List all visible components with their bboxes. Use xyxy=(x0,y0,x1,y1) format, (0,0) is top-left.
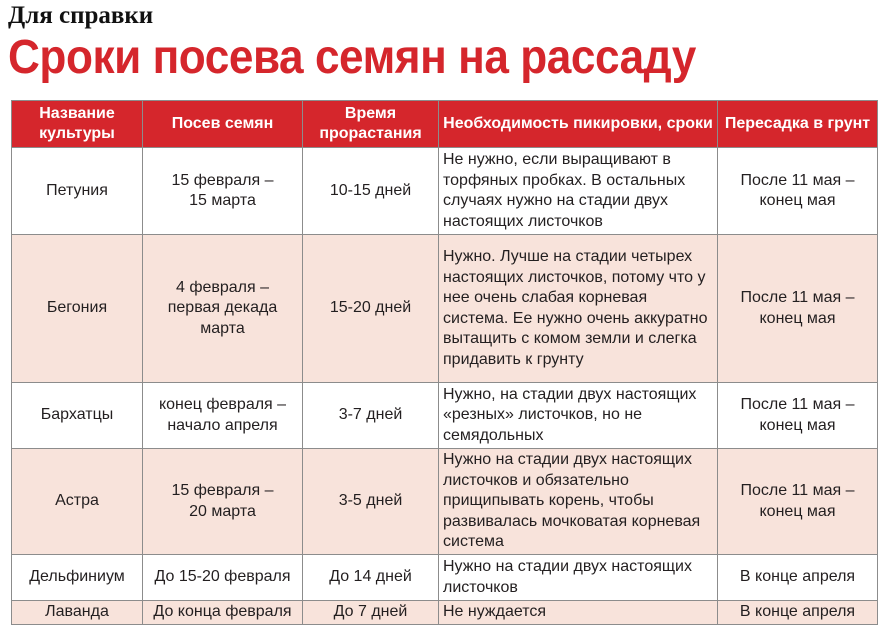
germination-cell: До 14 дней xyxy=(303,555,439,601)
table-row xyxy=(12,148,878,235)
page-title: Сроки посева семян на рассаду xyxy=(8,31,696,84)
table-header-row xyxy=(12,101,878,148)
picking-cell: Нужно. Лучше на стадии четырех настоящих листочков, потому что у нее очень слабая корневая система. Ее нужно очень аккуратно вытащить с комом земли и слегка придавить к грунту xyxy=(439,235,718,383)
germination-cell: 15-20 дней xyxy=(303,235,439,383)
crop-name-cell: Петуния xyxy=(12,148,143,235)
crop-name-cell: Астра xyxy=(12,449,143,555)
sowing-cell: 15 февраля – 20 марта xyxy=(143,449,303,555)
column-header-picking: Необходимость пикировки, сроки xyxy=(439,101,718,148)
picking-cell: Нужно на стадии двух настоящих листочков xyxy=(439,555,718,601)
transplant-cell: В конце апреля xyxy=(718,601,878,625)
transplant-cell: После 11 мая – конец мая xyxy=(718,148,878,235)
picking-cell: Не нуждается xyxy=(439,601,718,625)
crop-name-cell: Бегония xyxy=(12,235,143,383)
crop-name-cell: Бархатцы xyxy=(12,383,143,449)
column-header-crop: Название культуры xyxy=(12,101,143,148)
transplant-cell: В конце апреля xyxy=(718,555,878,601)
column-header-sowing: Посев семян xyxy=(143,101,303,148)
germination-cell: 3-5 дней xyxy=(303,449,439,555)
crop-name-cell: Лаванда xyxy=(12,601,143,625)
germination-cell: До 7 дней xyxy=(303,601,439,625)
transplant-cell: После 11 мая – конец мая xyxy=(718,449,878,555)
sowing-cell: конец февраля – начало апреля xyxy=(143,383,303,449)
table-row xyxy=(12,601,878,625)
table-row xyxy=(12,555,878,601)
sowing-schedule-table xyxy=(11,100,878,625)
transplant-cell: После 11 мая – конец мая xyxy=(718,235,878,383)
picking-cell: Не нужно, если выращивают в торфяных пробках. В остальных случаях нужно на стадии двух настоящих листочков xyxy=(439,148,718,235)
sowing-cell: До конца февраля xyxy=(143,601,303,625)
sowing-cell: 4 февраля – первая декада марта xyxy=(143,235,303,383)
germination-cell: 10-15 дней xyxy=(303,148,439,235)
crop-name-cell: Дельфиниум xyxy=(12,555,143,601)
table-row xyxy=(12,449,878,555)
table-row xyxy=(12,383,878,449)
section-kicker: Для справки xyxy=(8,2,154,29)
column-header-germination: Время прорастания xyxy=(303,101,439,148)
transplant-cell: После 11 мая – конец мая xyxy=(718,383,878,449)
picking-cell: Нужно на стадии двух настоящих листочков и обязательно прищипывать корень, чтобы развивалась мочковатая корневая система xyxy=(439,449,718,555)
column-header-transplant: Пересадка в грунт xyxy=(718,101,878,148)
sowing-cell: До 15-20 февраля xyxy=(143,555,303,601)
picking-cell: Нужно, на стадии двух настоящих «резных» листочков, но не семядольных xyxy=(439,383,718,449)
germination-cell: 3-7 дней xyxy=(303,383,439,449)
sowing-cell: 15 февраля – 15 марта xyxy=(143,148,303,235)
table-row xyxy=(12,235,878,383)
